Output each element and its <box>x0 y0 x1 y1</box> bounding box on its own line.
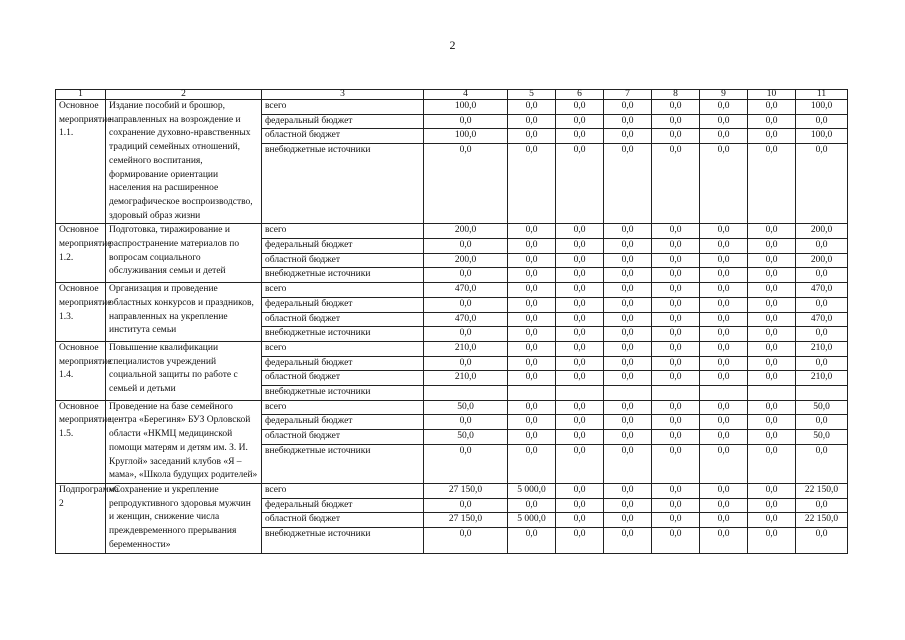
amount-cell: 0,0 <box>700 283 748 298</box>
amount-cell: 470,0 <box>424 283 508 298</box>
amount-cell: 0,0 <box>508 253 556 268</box>
amount-cell: 0,0 <box>508 528 556 553</box>
amount-cell: 0,0 <box>748 224 796 239</box>
amount-cell: 0,0 <box>796 415 848 430</box>
activity-code-cell: Основное мероприятие 1.2. <box>56 224 106 283</box>
amount-cell: 0,0 <box>748 129 796 144</box>
amount-cell: 0,0 <box>556 483 604 498</box>
funding-source-cell: всего <box>262 483 424 498</box>
amount-cell: 0,0 <box>748 356 796 371</box>
amount-cell: 0,0 <box>604 400 652 415</box>
funding-source-cell: внебюджетные источники <box>262 144 424 224</box>
amount-cell: 0,0 <box>652 129 700 144</box>
amount-cell: 0,0 <box>424 356 508 371</box>
amount-cell <box>508 386 556 401</box>
activity-description-cell: Повышение квалификации специалистов учреждений социальной защиты по работе с семьей и детьми <box>106 341 262 400</box>
funding-source-cell: областной бюджет <box>262 129 424 144</box>
amount-cell <box>748 386 796 401</box>
amount-cell: 100,0 <box>424 100 508 115</box>
funding-source-cell: всего <box>262 224 424 239</box>
amount-cell: 0,0 <box>652 528 700 553</box>
amount-cell: 50,0 <box>796 430 848 445</box>
amount-cell: 0,0 <box>748 444 796 483</box>
funding-source-cell: всего <box>262 283 424 298</box>
amount-cell: 0,0 <box>508 356 556 371</box>
amount-cell: 0,0 <box>652 356 700 371</box>
amount-cell: 200,0 <box>796 224 848 239</box>
amount-cell: 0,0 <box>700 341 748 356</box>
amount-cell: 0,0 <box>700 297 748 312</box>
amount-cell: 0,0 <box>604 312 652 327</box>
amount-cell: 0,0 <box>652 498 700 513</box>
amount-cell: 210,0 <box>424 341 508 356</box>
amount-cell: 0,0 <box>748 144 796 224</box>
funding-source-cell: внебюджетные источники <box>262 327 424 342</box>
funding-source-cell: всего <box>262 341 424 356</box>
funding-source-cell: федеральный бюджет <box>262 297 424 312</box>
amount-cell: 0,0 <box>652 283 700 298</box>
header-cell: 1 <box>56 90 106 100</box>
funding-source-cell: областной бюджет <box>262 253 424 268</box>
header-cell: 5 <box>508 90 556 100</box>
amount-cell: 0,0 <box>604 513 652 528</box>
amount-cell: 50,0 <box>796 400 848 415</box>
table-row <box>56 100 848 115</box>
amount-cell: 0,0 <box>652 253 700 268</box>
amount-cell: 470,0 <box>796 312 848 327</box>
activity-description-cell: Подготовка, тиражирование и распространение материалов по вопросам социального обслуживания семьи и детей <box>106 224 262 283</box>
amount-cell: 0,0 <box>796 239 848 254</box>
amount-cell: 0,0 <box>700 100 748 115</box>
amount-cell: 0,0 <box>604 327 652 342</box>
amount-cell: 0,0 <box>796 498 848 513</box>
activity-description-cell: Проведение на базе семейного центра «Берегиня» БУЗ Орловской области «НКМЦ медицинской помощи матерям и детям им. З. И. Круглой» заседаний клубов «Я – мама», «Школа будущих родителей» <box>106 400 262 483</box>
amount-cell: 0,0 <box>508 144 556 224</box>
amount-cell: 0,0 <box>700 144 748 224</box>
amount-cell: 0,0 <box>796 444 848 483</box>
header-cell: 6 <box>556 90 604 100</box>
header-cell: 4 <box>424 90 508 100</box>
amount-cell: 0,0 <box>604 239 652 254</box>
amount-cell: 0,0 <box>508 498 556 513</box>
amount-cell: 470,0 <box>796 283 848 298</box>
amount-cell: 0,0 <box>652 239 700 254</box>
amount-cell: 0,0 <box>652 430 700 445</box>
amount-cell: 0,0 <box>604 144 652 224</box>
amount-cell <box>652 386 700 401</box>
amount-cell: 0,0 <box>508 415 556 430</box>
funding-source-cell: федеральный бюджет <box>262 239 424 254</box>
amount-cell: 0,0 <box>652 415 700 430</box>
amount-cell: 0,0 <box>556 356 604 371</box>
amount-cell: 0,0 <box>556 283 604 298</box>
amount-cell <box>796 386 848 401</box>
amount-cell: 50,0 <box>424 430 508 445</box>
amount-cell: 22 150,0 <box>796 483 848 498</box>
amount-cell: 470,0 <box>424 312 508 327</box>
amount-cell: 0,0 <box>556 297 604 312</box>
amount-cell: 0,0 <box>652 114 700 129</box>
header-cell: 7 <box>604 90 652 100</box>
amount-cell: 50,0 <box>424 400 508 415</box>
funding-table <box>55 89 848 554</box>
amount-cell: 0,0 <box>508 430 556 445</box>
amount-cell: 0,0 <box>508 341 556 356</box>
amount-cell: 0,0 <box>604 444 652 483</box>
amount-cell: 0,0 <box>748 400 796 415</box>
amount-cell: 27 150,0 <box>424 513 508 528</box>
funding-source-cell: федеральный бюджет <box>262 356 424 371</box>
activity-code-cell: Основное мероприятие 1.5. <box>56 400 106 483</box>
amount-cell: 0,0 <box>700 371 748 386</box>
amount-cell: 210,0 <box>424 371 508 386</box>
amount-cell: 0,0 <box>556 513 604 528</box>
amount-cell: 0,0 <box>556 144 604 224</box>
amount-cell: 0,0 <box>652 341 700 356</box>
amount-cell: 0,0 <box>652 400 700 415</box>
amount-cell: 0,0 <box>748 415 796 430</box>
amount-cell: 0,0 <box>700 356 748 371</box>
amount-cell <box>700 386 748 401</box>
funding-source-cell: областной бюджет <box>262 430 424 445</box>
amount-cell: 200,0 <box>424 224 508 239</box>
amount-cell: 0,0 <box>508 444 556 483</box>
funding-source-cell: внебюджетные источники <box>262 444 424 483</box>
amount-cell: 0,0 <box>604 430 652 445</box>
funding-source-cell: федеральный бюджет <box>262 498 424 513</box>
funding-source-cell: внебюджетные источники <box>262 386 424 401</box>
amount-cell: 0,0 <box>748 371 796 386</box>
amount-cell: 27 150,0 <box>424 483 508 498</box>
amount-cell: 0,0 <box>424 415 508 430</box>
amount-cell: 0,0 <box>508 297 556 312</box>
amount-cell: 0,0 <box>748 430 796 445</box>
table-row <box>56 283 848 298</box>
amount-cell: 0,0 <box>652 483 700 498</box>
amount-cell: 5 000,0 <box>508 483 556 498</box>
amount-cell: 0,0 <box>796 268 848 283</box>
amount-cell: 0,0 <box>556 528 604 553</box>
amount-cell: 0,0 <box>652 327 700 342</box>
activity-code-cell: Подпрограмма 2 <box>56 483 106 553</box>
amount-cell: 0,0 <box>424 239 508 254</box>
header-cell: 8 <box>652 90 700 100</box>
amount-cell: 0,0 <box>748 312 796 327</box>
amount-cell: 0,0 <box>604 253 652 268</box>
funding-source-cell: федеральный бюджет <box>262 114 424 129</box>
funding-source-cell: внебюджетные источники <box>262 528 424 553</box>
amount-cell: 210,0 <box>796 341 848 356</box>
amount-cell: 0,0 <box>748 268 796 283</box>
amount-cell: 0,0 <box>556 129 604 144</box>
amount-cell: 0,0 <box>556 498 604 513</box>
amount-cell: 0,0 <box>700 253 748 268</box>
amount-cell: 0,0 <box>604 483 652 498</box>
amount-cell: 0,0 <box>556 341 604 356</box>
activity-code-cell: Основное мероприятие 1.1. <box>56 100 106 224</box>
amount-cell: 0,0 <box>508 312 556 327</box>
table-row <box>56 341 848 356</box>
amount-cell: 0,0 <box>748 114 796 129</box>
amount-cell: 100,0 <box>424 129 508 144</box>
amount-cell: 0,0 <box>652 144 700 224</box>
amount-cell: 0,0 <box>700 268 748 283</box>
amount-cell: 0,0 <box>604 224 652 239</box>
amount-cell: 0,0 <box>652 312 700 327</box>
amount-cell: 0,0 <box>556 100 604 115</box>
amount-cell: 0,0 <box>748 513 796 528</box>
amount-cell: 0,0 <box>652 297 700 312</box>
amount-cell: 210,0 <box>796 371 848 386</box>
amount-cell: 0,0 <box>700 528 748 553</box>
amount-cell: 0,0 <box>424 268 508 283</box>
amount-cell: 0,0 <box>604 114 652 129</box>
amount-cell: 0,0 <box>748 239 796 254</box>
amount-cell: 0,0 <box>556 268 604 283</box>
header-row <box>56 90 848 100</box>
amount-cell: 0,0 <box>796 528 848 553</box>
activity-description-cell: Издание пособий и брошюр, направленных на возрождение и сохранение духовно-нравственных традиций семейных отношений, семейного воспитания, формирование ориентации населения на расширенное демографическое воспроизводство, здоровый образ жизни <box>106 100 262 224</box>
amount-cell: 0,0 <box>700 430 748 445</box>
amount-cell: 0,0 <box>748 327 796 342</box>
amount-cell: 0,0 <box>604 283 652 298</box>
header-cell: 9 <box>700 90 748 100</box>
amount-cell: 0,0 <box>508 129 556 144</box>
amount-cell: 0,0 <box>424 144 508 224</box>
amount-cell: 0,0 <box>424 528 508 553</box>
amount-cell: 0,0 <box>652 268 700 283</box>
amount-cell: 0,0 <box>700 114 748 129</box>
amount-cell: 0,0 <box>652 100 700 115</box>
amount-cell: 0,0 <box>748 528 796 553</box>
header-cell: 3 <box>262 90 424 100</box>
amount-cell: 22 150,0 <box>796 513 848 528</box>
amount-cell: 0,0 <box>556 327 604 342</box>
amount-cell: 0,0 <box>748 483 796 498</box>
amount-cell: 0,0 <box>748 283 796 298</box>
amount-cell: 0,0 <box>604 297 652 312</box>
amount-cell: 0,0 <box>748 297 796 312</box>
amount-cell: 0,0 <box>508 100 556 115</box>
activity-description-cell: Организация и проведение областных конкурсов и праздников, направленных на укрепление института семьи <box>106 283 262 342</box>
amount-cell: 0,0 <box>700 444 748 483</box>
funding-source-cell: областной бюджет <box>262 513 424 528</box>
table-row <box>56 400 848 415</box>
amount-cell: 0,0 <box>508 327 556 342</box>
funding-source-cell: внебюджетные источники <box>262 268 424 283</box>
amount-cell: 0,0 <box>508 371 556 386</box>
amount-cell: 0,0 <box>556 312 604 327</box>
header-cell: 2 <box>106 90 262 100</box>
amount-cell: 0,0 <box>700 400 748 415</box>
amount-cell: 0,0 <box>604 100 652 115</box>
amount-cell: 0,0 <box>556 239 604 254</box>
amount-cell: 100,0 <box>796 129 848 144</box>
amount-cell: 0,0 <box>796 327 848 342</box>
amount-cell: 200,0 <box>424 253 508 268</box>
funding-source-cell: всего <box>262 100 424 115</box>
table-row <box>56 483 848 498</box>
amount-cell: 0,0 <box>748 100 796 115</box>
amount-cell: 0,0 <box>508 114 556 129</box>
amount-cell: 0,0 <box>556 415 604 430</box>
amount-cell: 0,0 <box>700 129 748 144</box>
amount-cell: 200,0 <box>796 253 848 268</box>
amount-cell: 0,0 <box>604 415 652 430</box>
amount-cell: 5 000,0 <box>508 513 556 528</box>
amount-cell: 0,0 <box>700 415 748 430</box>
amount-cell: 0,0 <box>508 268 556 283</box>
amount-cell: 0,0 <box>604 498 652 513</box>
amount-cell: 0,0 <box>508 400 556 415</box>
amount-cell: 0,0 <box>604 129 652 144</box>
amount-cell: 0,0 <box>700 483 748 498</box>
amount-cell: 0,0 <box>508 239 556 254</box>
activity-code-cell: Основное мероприятие 1.3. <box>56 283 106 342</box>
amount-cell: 0,0 <box>700 498 748 513</box>
amount-cell: 0,0 <box>556 371 604 386</box>
amount-cell: 0,0 <box>424 327 508 342</box>
amount-cell: 0,0 <box>604 371 652 386</box>
amount-cell: 0,0 <box>700 224 748 239</box>
amount-cell: 0,0 <box>556 224 604 239</box>
activity-code-cell: Основное мероприятие 1.4. <box>56 341 106 400</box>
amount-cell: 0,0 <box>556 400 604 415</box>
amount-cell: 0,0 <box>556 253 604 268</box>
page-number: 2 <box>449 38 456 52</box>
amount-cell: 0,0 <box>508 283 556 298</box>
funding-source-cell: всего <box>262 400 424 415</box>
amount-cell: 0,0 <box>796 144 848 224</box>
amount-cell: 0,0 <box>748 253 796 268</box>
amount-cell: 0,0 <box>424 297 508 312</box>
amount-cell: 0,0 <box>424 444 508 483</box>
funding-source-cell: федеральный бюджет <box>262 415 424 430</box>
amount-cell: 100,0 <box>796 100 848 115</box>
amount-cell: 0,0 <box>700 239 748 254</box>
funding-source-cell: областной бюджет <box>262 312 424 327</box>
amount-cell: 0,0 <box>604 341 652 356</box>
amount-cell: 0,0 <box>508 224 556 239</box>
amount-cell: 0,0 <box>796 114 848 129</box>
amount-cell: 0,0 <box>652 371 700 386</box>
amount-cell <box>424 386 508 401</box>
amount-cell: 0,0 <box>604 528 652 553</box>
header-cell: 10 <box>748 90 796 100</box>
amount-cell <box>604 386 652 401</box>
amount-cell: 0,0 <box>424 498 508 513</box>
amount-cell: 0,0 <box>652 444 700 483</box>
amount-cell: 0,0 <box>796 356 848 371</box>
funding-source-cell: областной бюджет <box>262 371 424 386</box>
header-cell: 11 <box>796 90 848 100</box>
amount-cell: 0,0 <box>556 444 604 483</box>
table-row <box>56 224 848 239</box>
activity-description-cell: «Сохранение и укрепление репродуктивного здоровья мужчин и женщин, снижение числа преждевременного прерывания беременности» <box>106 483 262 553</box>
amount-cell: 0,0 <box>700 327 748 342</box>
amount-cell: 0,0 <box>700 513 748 528</box>
amount-cell: 0,0 <box>424 114 508 129</box>
amount-cell: 0,0 <box>556 430 604 445</box>
amount-cell <box>556 386 604 401</box>
amount-cell: 0,0 <box>604 356 652 371</box>
amount-cell: 0,0 <box>796 297 848 312</box>
amount-cell: 0,0 <box>604 268 652 283</box>
amount-cell: 0,0 <box>652 224 700 239</box>
amount-cell: 0,0 <box>700 312 748 327</box>
amount-cell: 0,0 <box>748 341 796 356</box>
amount-cell: 0,0 <box>748 498 796 513</box>
amount-cell: 0,0 <box>556 114 604 129</box>
amount-cell: 0,0 <box>652 513 700 528</box>
